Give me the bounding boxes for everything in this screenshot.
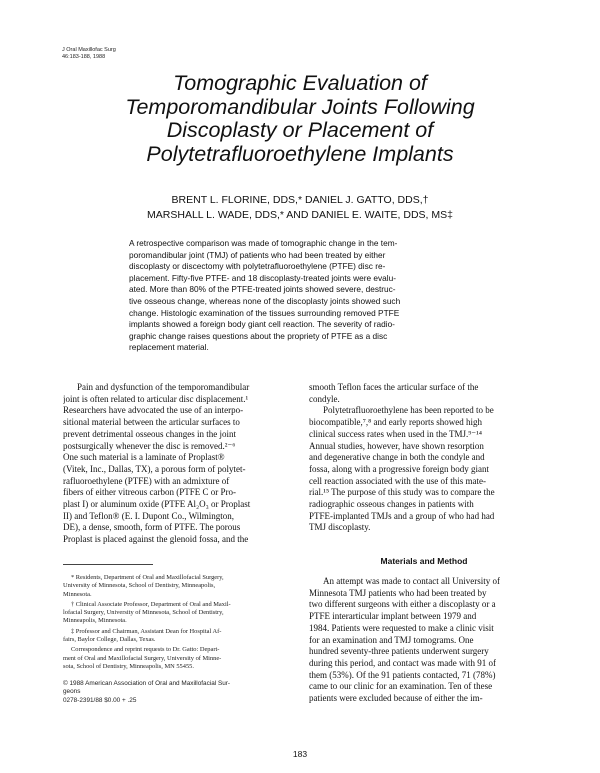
copyright-notice	[63, 680, 299, 705]
body-line: clinical success rates when used in the TMJ.⁹⁻¹⁴	[309, 428, 483, 439]
abstract-line: discoplasty or discectomy with polytetrafluoroethylene (PTFE) disc re-	[129, 261, 386, 272]
body-line: fossa, along with a progressive foreign body giant	[309, 463, 489, 474]
footnote	[63, 601, 299, 626]
article-title	[60, 72, 540, 166]
author-list	[60, 193, 540, 223]
body-line: rial.¹⁵ The purpose of this study was to compare the	[309, 487, 495, 498]
body-line: TMJ discoplasty.	[309, 522, 371, 533]
body-line: and degenerative change in both the condyle and	[309, 452, 485, 463]
body-line: condyle.	[309, 393, 340, 404]
copyright-line: geons	[63, 688, 81, 696]
body-line: PTFE interarticular implant between 1979 and	[309, 611, 477, 622]
body-line: rafluoroethylene (PTFE) with an admixture of	[63, 475, 230, 486]
abstract-line: poromandibular joint (TMJ) of patients who had been treated by either	[129, 249, 386, 260]
body-line: them (53%). Of the 91 patients contacted, 71 (78%)	[309, 669, 496, 680]
abstract-line: ated. More than 80% of the PTFE-treated joints showed severe, destruc-	[129, 284, 396, 295]
title-line: Tomographic Evaluation of	[173, 71, 427, 95]
body-line: (Vitek, Inc., Dallas, TX), a porous form of polytet-	[63, 463, 246, 474]
body-line: DE), a dense, smooth, form of PTFE. The porous	[63, 522, 241, 533]
title-line: Temporomandibular Joints Following	[125, 94, 475, 119]
title-line: Polytetrafluoroethylene Implants	[146, 141, 454, 166]
body-line: radiographic osseous changes in patients with	[309, 499, 474, 510]
footnote	[63, 574, 299, 599]
abstract-line: replacement material.	[129, 342, 209, 353]
journal-name: J Oral Maxillofac Surg	[62, 47, 116, 53]
body-line: for an examination and TMJ tomograms. One	[309, 634, 474, 645]
body-line: Researchers have advocated the use of an interpo-	[63, 405, 244, 416]
body-line: Minnesota TMJ patients who had been treated by	[309, 587, 487, 598]
footnote-divider	[63, 564, 153, 565]
footnote-line: † Clinical Associate Professor, Department of Oral and Maxil-	[71, 600, 231, 608]
body-line: patients were excluded because of either the im-	[309, 693, 483, 704]
abstract	[129, 238, 469, 354]
body-line: Proplast is placed against the glenoid fossa, and the	[63, 534, 249, 545]
body-line: hundred seventy-three patients underwent surgery	[309, 646, 489, 657]
body-line: during this period, and contact was made with 91 of	[309, 657, 496, 668]
body-line: postsurgically whenever the disc is removed.²⁻⁶	[63, 440, 236, 451]
footnote-line: Correspondence and reprint requests to Dr. Gatto: Depart-	[71, 646, 220, 654]
footnote-line: Minneapolis, Minnesota.	[63, 617, 127, 625]
body-line: plast I) or aluminum oxide (PTFE Al₂O₃ or Proplast	[63, 499, 251, 510]
body-line: Polytetrafluoroethylene has been reported to be	[323, 405, 494, 416]
abstract-line: placement. Fifty-five PTFE- and 18 discoplasty-treated joints were evalu-	[129, 272, 396, 283]
author-line: BRENT L. FLORINE, DDS,* DANIEL J. GATTO, DDS,†	[171, 194, 429, 206]
body-line: II) and Teflon® (E. I. Dupont Co., Wilmington,	[63, 510, 234, 521]
body-line: One such material is a laminate of Proplast®	[63, 452, 225, 463]
body-column-right-section	[309, 576, 539, 705]
body-line: An attempt was made to contact all University of	[323, 576, 500, 586]
footnote-line: sota, School of Dentistry, Minneapolis, MN 55455.	[63, 662, 194, 670]
footnote-line: ‡ Professor and Chairman, Assistant Dean for Hospital Af-	[71, 627, 222, 635]
body-line: prevent detrimental osseous changes in the joint	[63, 428, 236, 439]
footnote-line: fairs, Baylor College, Dallas, Texas.	[63, 636, 156, 644]
abstract-line: A retrospective comparison was made of tomographic change in the tem-	[129, 238, 398, 248]
journal-reference	[62, 47, 116, 61]
body-line: fibers of either vitreous carbon (PTFE C or Pro-	[63, 487, 236, 498]
journal-volume-pages: 46:183-188, 1988	[62, 54, 106, 60]
body-line: 1984. Patients were requested to make a clinic visit	[309, 622, 494, 633]
abstract-line: tive osseous change, whereas none of the discoplasty joints showed such	[129, 295, 401, 306]
footnote-line: Minnesota.	[63, 590, 92, 598]
body-line: joint is often related to articular disc displacement.¹	[63, 393, 249, 404]
footnote	[63, 628, 299, 645]
abstract-line: implants showed a foreign body giant cell reaction. The severity of radio-	[129, 319, 395, 330]
footnote	[63, 646, 299, 671]
title-line: Discoplasty or Placement of	[166, 118, 434, 142]
author-line: MARSHALL L. WADE, DDS,* AND DANIEL E. WAITE, DDS, MS‡	[147, 209, 453, 221]
body-line: biocompatible,⁷,⁸ and early reports showed high	[309, 417, 482, 428]
footnote-line: * Residents, Department of Oral and Maxillofacial Surgery,	[71, 574, 224, 581]
body-line: two different surgeons with either a discoplasty or a	[309, 599, 496, 610]
page-number: 183	[292, 749, 308, 759]
copyright-line: 0278-2391/88 $0.00 + .25	[63, 696, 137, 704]
body-line: came to our clinic for an examination. Ten of these	[309, 681, 493, 692]
body-line: Annual studies, however, have shown resorption	[309, 440, 484, 451]
footnote-line: University of Minnesota, School of Dentistry, Minneapolis,	[63, 582, 216, 590]
body-column-right	[309, 382, 539, 534]
body-line: cell reaction associated with the use of this mate-	[309, 475, 486, 486]
copyright-line: © 1988 American Association of Oral and Maxillofacial Sur-	[63, 680, 231, 687]
section-heading: Materials and Method	[380, 556, 468, 566]
body-line: PTFE-implanted TMJs and a group of who had had	[309, 510, 495, 521]
footnote-line: ment of Oral and Maxillofacial Surgery, University of Minne-	[63, 654, 222, 662]
body-line: sitional material between the articular surfaces to	[63, 417, 240, 428]
abstract-line: graphic change raises questions about the propriety of PTFE as a disc	[129, 330, 388, 341]
abstract-line: change. Histologic examination of the tissues surrounding removed PTFE	[129, 307, 400, 318]
body-line: smooth Teflon faces the articular surface of the	[309, 382, 479, 392]
footnotes	[63, 574, 299, 673]
body-column-left	[63, 382, 299, 546]
footnote-line: lofacial Surgery, University of Minnesota, School of Dentistry,	[63, 609, 224, 617]
body-line: Pain and dysfunction of the temporomandibular	[77, 382, 250, 392]
